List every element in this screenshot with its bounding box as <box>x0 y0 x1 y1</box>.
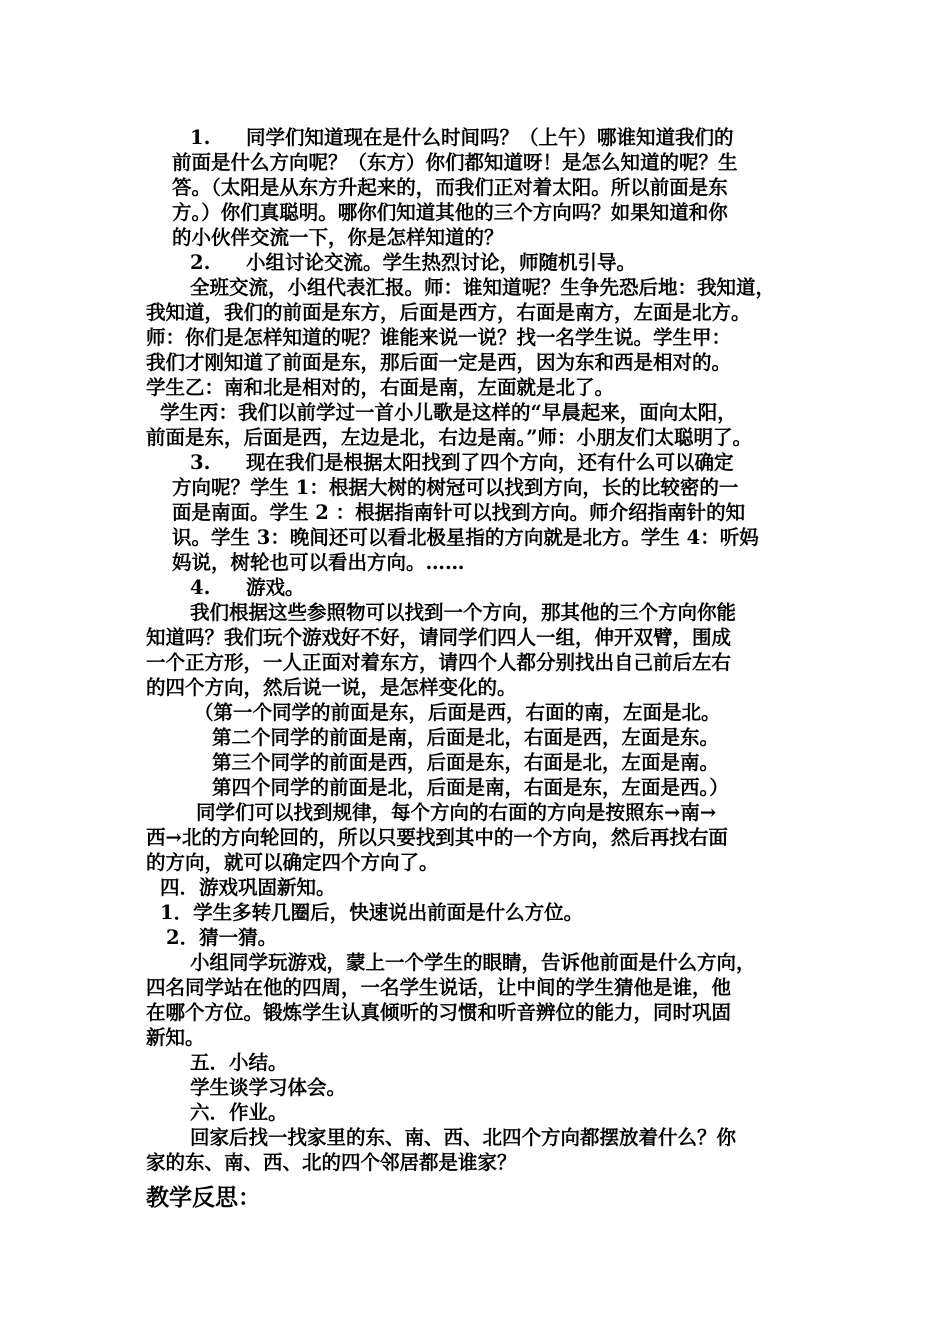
section3-number: 3. <box>190 451 211 474</box>
part6-line-1: 回家后找一找家里的东、南、西、北四个方向都摆放着什么？你 <box>190 1126 737 1149</box>
section4-line-6: （第一个同学的前面是东，后面是西，右面的南，左面是北。 <box>194 701 721 724</box>
part4-line-4: 新知。 <box>146 1026 205 1049</box>
section1-line-2: 前面是什么方向呢？（东方）你们都知道呀！是怎么知道的呢？生 <box>172 151 738 174</box>
section4-line-9: 第四个同学的前面是北，后面是南，右面是东，左面是西。） <box>212 776 729 799</box>
section4-line-4: 一个正方形，一人正面对着东方，请四个人都分别找出自己前后左右 <box>146 651 732 674</box>
section2-line-1: 2. 小组讨论交流。学生热烈讨论，师随机引导。 <box>190 251 637 274</box>
part4-title: 四．游戏巩固新知。 <box>160 876 336 899</box>
section4-line-5: 的四个方向，然后说一说，是怎样变化的。 <box>146 676 517 699</box>
section2-line-4: 师：你们是怎样知道的呢？谁能来说一说？找一名学生说。学生甲： <box>146 326 732 349</box>
section1-number: 1. <box>190 126 211 149</box>
section2-line-2: 全班交流，小组代表汇报。师：谁知道呢？生争先恐后地：我知道， <box>190 276 776 299</box>
section1-line-4: 方。）你们真聪明。哪你们知道其他的三个方向吗？如果知道和你 <box>172 201 728 224</box>
section1-line-1: 1. 同学们知道现在是什么时间吗？（上午）哪谁知道我们的 <box>190 126 734 149</box>
section2-line-3: 我知道，我们的前面是东方，后面是西方，右面是南方，左面是北方。 <box>146 301 751 324</box>
section4-line-12: 的方向，就可以确定四个方向了。 <box>146 851 439 874</box>
section1-line-3: 答。（太阳是从东方升起来的，而我们正对着太阳。所以前面是东 <box>172 176 728 199</box>
section4-line-11: 西→北的方向轮回的，所以只要找到其中的一个方向，然后再找右面 <box>146 826 728 849</box>
section2-line-7: 学生丙：我们以前学过一首小儿歌是这样的“早晨起来，面向太阳， <box>160 401 737 424</box>
section3-line-3: 面是南面。学生 2 ：根据指南针可以找到方向。师介绍指南针的知 <box>172 501 746 524</box>
part4-line-1: 小组同学玩游戏，蒙上一个学生的眼睛，告诉他前面是什么方向， <box>190 951 756 974</box>
part4-line-3: 在哪个方位。锻炼学生认真倾听的习惯和听音辨位的能力，同时巩固 <box>146 1001 732 1024</box>
section3-line-2: 方向呢？学生 1：根据大树的树冠可以找到方向，长的比较密的一 <box>172 476 739 499</box>
part5-line: 学生谈学习体会。 <box>190 1076 347 1099</box>
section4-line-3: 知道吗？我们玩个游戏好不好，请同学们四人一组，伸开双臂，围成 <box>146 626 732 649</box>
section4-line-1: 4. 游戏。 <box>190 576 305 599</box>
section3-line-1: 3. 现在我们是根据太阳找到了四个方向，还有什么可以确定 <box>190 451 734 474</box>
reflection-heading: 教学反思： <box>146 1184 261 1211</box>
section4-line-7: 第二个同学的前面是南，后面是北，右面是西，左面是东。 <box>212 726 720 749</box>
section2-line-8: 前面是东，后面是西，左边是北，右边是南。”师：小朋友们太聪明了。 <box>146 426 752 449</box>
section4-line-10: 同学们可以找到规律，每个方向的右面的方向是按照东→南→ <box>196 801 717 824</box>
section4-number: 4. <box>190 576 211 599</box>
section4-line-2: 我们根据这些参照物可以找到一个方向，那其他的三个方向你能 <box>190 601 737 624</box>
section2-number: 2. <box>190 251 211 274</box>
part5-title: 五．小结。 <box>190 1051 288 1074</box>
section4-line-8: 第三个同学的前面是西，后面是东，右面是北，左面是南。 <box>212 751 720 774</box>
section1-line-5: 的小伙伴交流一下，你是怎样知道的？ <box>172 226 504 249</box>
part4-item-1: 1．学生多转几圈后，快速说出前面是什么方位。 <box>160 901 584 924</box>
part6-line-2: 家的东、南、西、北的四个邻居都是谁家？ <box>146 1151 517 1174</box>
part4-item-2: 2．猜一猜。 <box>166 926 278 949</box>
part6-title: 六．作业。 <box>190 1101 288 1124</box>
section3-line-4: 识。学生 3：晚间还可以看北极星指的方向就是北方。学生 4：听妈 <box>172 526 759 549</box>
part4-line-2: 四名同学站在他的四周，一名学生说话，让中间的学生猜他是谁，他 <box>146 976 732 999</box>
section2-line-5: 我们才刚知道了前面是东，那后面一定是西，因为东和西是相对的。 <box>146 351 732 374</box>
section3-line-5: 妈说，树轮也可以看出方向。…… <box>172 551 465 574</box>
section2-line-6: 学生乙：南和北是相对的，右面是南，左面就是北了。 <box>146 376 615 399</box>
